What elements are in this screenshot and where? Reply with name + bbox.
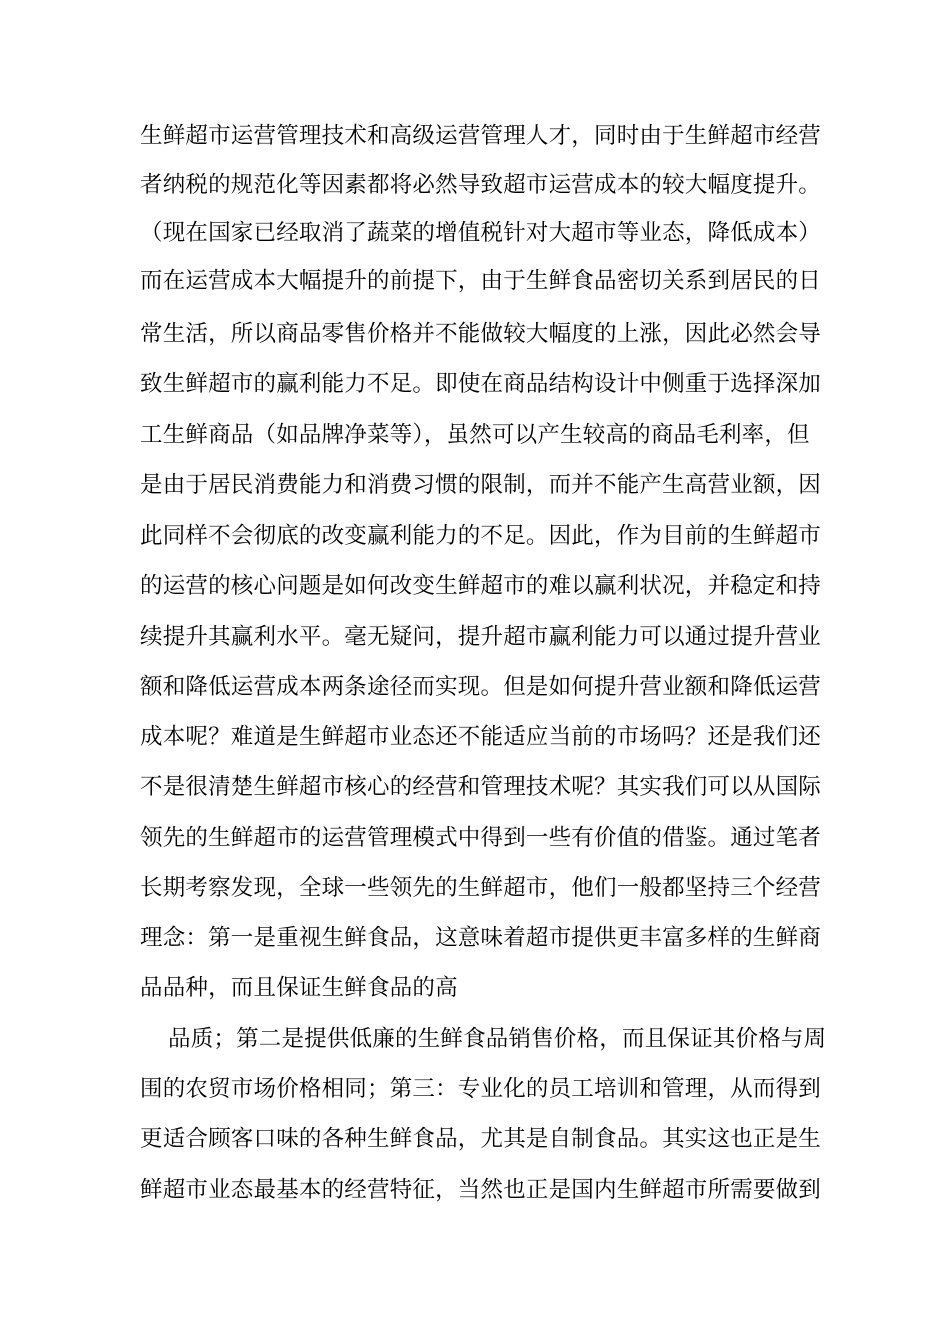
text-line: 长期考察发现，全球一些领先的生鲜超市，他们一般都坚持三个经营 bbox=[140, 875, 822, 901]
text-line: 此同样不会彻底的改变赢利能力的不足。因此，作为目前的生鲜超市 bbox=[140, 523, 822, 549]
text-line: 不是很清楚生鲜超市核心的经营和管理技术呢？其实我们可以从国际 bbox=[140, 774, 822, 800]
text-line: 续提升其赢利水平。毫无疑问，提升超市赢利能力可以通过提升营业 bbox=[140, 624, 822, 650]
text-line: 成本呢？难道是生鲜超市业态还不能适应当前的市场吗？还是我们还 bbox=[140, 724, 822, 750]
text-line: 致生鲜超市的赢利能力不足。即使在商品结构设计中侧重于选择深加 bbox=[140, 371, 822, 397]
text-line: 额和降低运营成本两条途径而实现。但是如何提升营业额和降低运营 bbox=[140, 674, 822, 700]
text-line: 生鲜超市运营管理技术和高级运营管理人才，同时由于生鲜超市经营 bbox=[140, 123, 822, 149]
text-line: 常生活，所以商品零售价格并不能做较大幅度的上涨，因此必然会导 bbox=[140, 321, 822, 347]
text-line: （现在国家已经取消了蔬菜的增值税针对大超市等业态，降低成本） bbox=[140, 220, 822, 246]
text-line: 的运营的核心问题是如何改变生鲜超市的难以赢利状况，并稳定和持 bbox=[140, 573, 822, 599]
text-line: 围的农贸市场价格相同；第三：专业化的员工培训和管理，从而得到 bbox=[140, 1076, 822, 1102]
text-line: 鲜超市业态最基本的经营特征，当然也正是国内生鲜超市所需要做到 bbox=[140, 1177, 822, 1203]
text-line: 更适合顾客口味的各种生鲜食品，尤其是自制食品。其实这也正是生 bbox=[140, 1126, 822, 1152]
text-line: 理念：第一是重视生鲜食品，这意味着超市提供更丰富多样的生鲜商 bbox=[140, 925, 822, 951]
text-line: 品质；第二是提供低廉的生鲜食品销售价格，而且保证其价格与周 bbox=[168, 1026, 827, 1052]
text-line: 而在运营成本大幅提升的前提下，由于生鲜食品密切关系到居民的日 bbox=[140, 268, 822, 294]
text-line: 者纳税的规范化等因素都将必然导致超市运营成本的较大幅度提升。 bbox=[140, 172, 822, 198]
text-line: 品品种，而且保证生鲜食品的高 bbox=[140, 975, 458, 1001]
text-line: 是由于居民消费能力和消费习惯的限制，而并不能产生高营业额，因 bbox=[140, 472, 822, 498]
text-line: 领先的生鲜超市的运营管理模式中得到一些有价值的借鉴。通过笔者 bbox=[140, 825, 822, 851]
text-line: 工生鲜商品（如品牌净菜等），虽然可以产生较高的商品毛利率，但 bbox=[140, 422, 810, 448]
